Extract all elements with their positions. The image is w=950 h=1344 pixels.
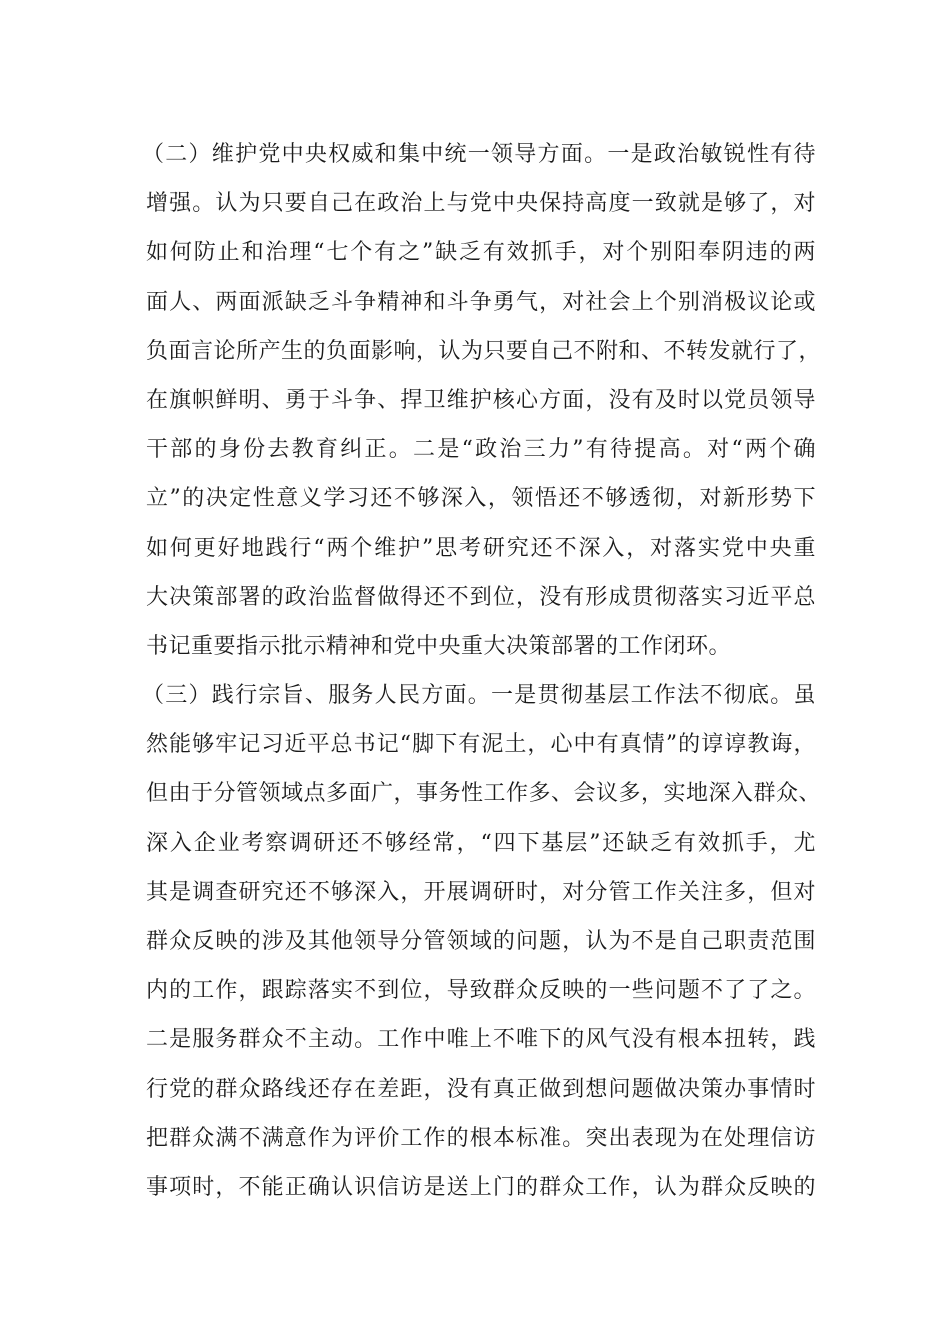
text-line: 其是调查研究还不够深入，开展调研时，对分管工作关注多，但对 (146, 879, 816, 905)
text-line: 行党的群众路线还存在差距，没有真正做到想问题做决策办事情时 (146, 1076, 816, 1102)
text-line: 内的工作，跟踪落实不到位，导致群众反映的一些问题不了了之。 (146, 978, 816, 1004)
text-line: 群众反映的涉及其他领导分管领域的问题，认为不是自己职责范围 (146, 929, 816, 954)
text-line: 增强。认为只要自己在政治上与党中央保持高度一致就是够了，对 (146, 191, 816, 217)
text-line: 如何更好地践行“两个维护”思考研究还不深入，对落实党中央重 (146, 535, 816, 561)
text-line: 干部的身份去教育纠正。二是“政治三力”有待提高。对“两个确 (146, 437, 816, 463)
text-line: 书记重要指示批示精神和党中央重大决策部署的工作闭环。 (146, 633, 732, 659)
text-line: 如何防止和治理“七个有之”缺乏有效抓手，对个别阳奉阴违的两 (146, 240, 816, 266)
text-line: 事项时，不能正确认识信访是送上门的群众工作，认为群众反映的 (146, 1174, 816, 1200)
text-line: 大决策部署的政治监督做得还不到位，没有形成贯彻落实习近平总 (146, 584, 816, 610)
text-line: 把群众满不满意作为评价工作的根本标准。突出表现为在处理信访 (146, 1125, 816, 1151)
text-line: （三）践行宗旨、服务人民方面。一是贯彻基层工作法不彻底。虽 (142, 683, 816, 709)
text-line: 深入企业考察调研还不够经常，“四下基层”还缺乏有效抓手，尤 (146, 830, 816, 856)
text-line: 负面言论所产生的负面影响，认为只要自己不附和、不转发就行了， (146, 338, 822, 364)
text-line: 面人、两面派缺乏斗争精神和斗争勇气，对社会上个别消极议论或 (146, 289, 816, 315)
text-line: 立”的决定性意义学习还不够深入，领悟还不够透彻，对新形势下 (146, 486, 816, 512)
body-text (142, 130, 822, 1212)
text-line: 在旗帜鲜明、勇于斗争、捍卫维护核心方面，没有及时以党员领导 (146, 387, 816, 413)
text-line: 但由于分管领域点多面广，事务性工作多、会议多，实地深入群众、 (146, 781, 822, 807)
text-line: 然能够牢记习近平总书记“脚下有泥土，心中有真情”的谆谆教诲， (146, 732, 816, 758)
text-line: （二）维护党中央权威和集中统一领导方面。一是政治敏锐性有待 (142, 142, 816, 167)
text-line: 二是服务群众不主动。工作中唯上不唯下的风气没有根本扭转，践 (146, 1027, 816, 1053)
